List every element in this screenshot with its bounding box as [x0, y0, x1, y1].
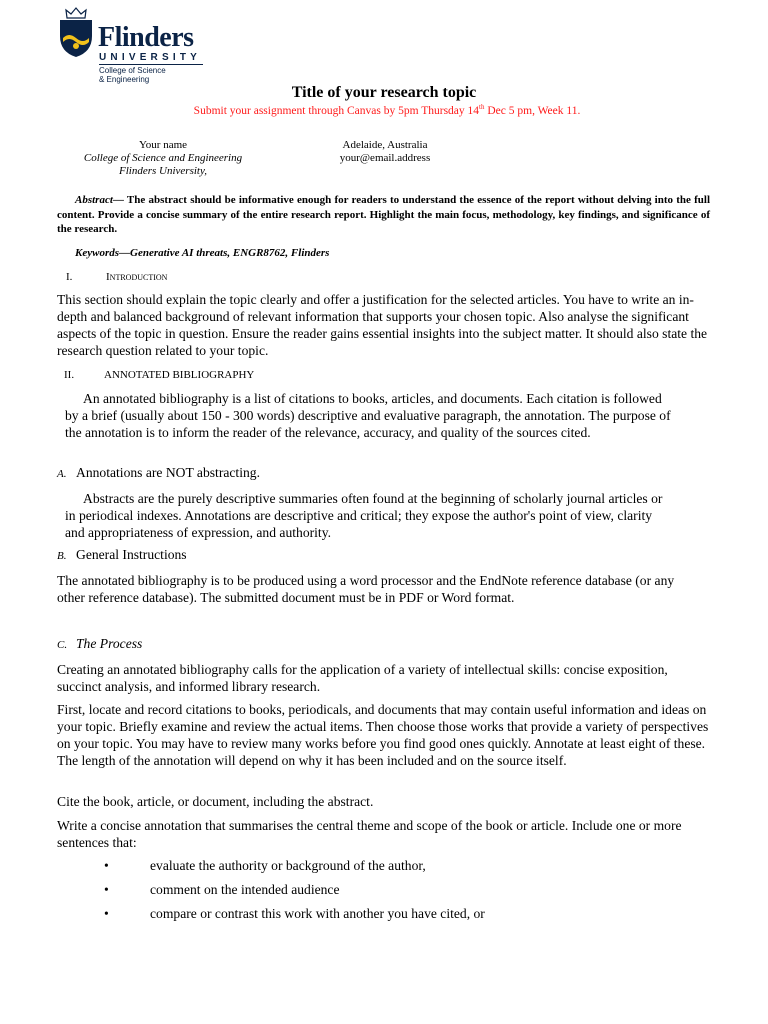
submission-text: Submit your assignment through Canvas by 5pm Thursday 14 — [193, 104, 480, 117]
subsection-title: Annotations are NOT abstracting. — [76, 465, 260, 480]
bullet-icon: • — [104, 858, 109, 873]
subsection-title: The Process — [76, 636, 143, 651]
subsection-letter: C. — [57, 639, 68, 651]
list-item-text: compare or contrast this work with another you have cited, or — [150, 906, 485, 921]
subsection-heading-a — [57, 465, 260, 481]
submission-text-end: Dec 5 pm, Week 11. — [484, 104, 581, 117]
section-heading-introduction — [66, 271, 167, 283]
logo-college-line1: College of Science — [99, 66, 166, 75]
abstract — [57, 193, 710, 237]
process-paragraph-4: Write a concise annotation that summarises the central theme and scope of the book or article. Include one or more sentences that: — [57, 818, 682, 850]
process-paragraph-1: Creating an annotated bibliography calls for the application of a variety of intellectual skills: concise exposition, succinct analysis, and informed library research. — [57, 662, 668, 694]
subsection-b-paragraph: The annotated bibliography is to be produced using a word processor and the EndNote reference database (or any other reference database). The submitted document must be in PDF or Word format. — [57, 573, 675, 605]
subsection-heading-b — [57, 547, 187, 563]
annotated-bibliography-paragraph: An annotated bibliography is a list of citations to books, articles, and documents. Each citation is followed by a brief (usually about 150 - 300 words) descriptive and evaluative paragraph, the annotation. The purpose of the annotation is to inform the reader of the relevance, accuracy, and quality of the sources cited. — [65, 391, 671, 440]
flinders-logo — [58, 6, 228, 86]
university-crest-icon — [58, 6, 94, 58]
list-item-text: evaluate the authority or background of the author, — [150, 858, 426, 873]
document-title: Title of your research topic — [291, 84, 477, 101]
submission-notice — [0, 103, 768, 117]
author-email: your@email.address — [339, 152, 431, 164]
section-title: Introduction — [106, 271, 168, 283]
bullet-icon: • — [104, 906, 109, 921]
section-heading-annotated-bibliography — [64, 369, 254, 381]
subsection-heading-c — [57, 636, 142, 652]
logo-college-line2: & Engineering — [99, 75, 150, 84]
section-title: ANNOTATED BIBLIOGRAPHY — [104, 369, 255, 381]
author-location: Adelaide, Australia — [342, 139, 428, 151]
logo-university: UNIVERSITY — [99, 52, 202, 63]
subsection-letter: A. — [57, 468, 67, 480]
subsection-title: General Instructions — [76, 547, 187, 562]
author-university: Flinders University, — [119, 165, 207, 177]
introduction-paragraph: This section should explain the topic clearly and offer a justification for the selected articles. You have to write an in-depth and balanced background of relevant information that supports your chosen topic. Also analyse the significant aspects of the topic in question. Ensure the reader gains essential insights into the subject matter. It should also state the research question related to your topic. — [57, 292, 708, 358]
section-number: II. — [64, 369, 75, 381]
subsection-a-paragraph: Abstracts are the purely descriptive summaries often found at the beginning of scholarly journal articles or in periodical indexes. Annotations are descriptive and critical; they expose the author's point of view, clarity and appropriateness of expression, and authority. — [65, 491, 663, 540]
submission-superscript: th — [479, 103, 485, 111]
subsection-letter: B. — [57, 550, 67, 562]
abstract-label: Abstract — [75, 194, 113, 206]
logo-divider — [99, 64, 203, 65]
keywords: Keywords—Generative AI threats, ENGR8762, Flinders — [75, 247, 330, 259]
author-block-left — [58, 139, 268, 178]
process-paragraph-3: Cite the book, article, or document, including the abstract. — [57, 794, 374, 809]
author-block-right — [300, 139, 470, 165]
process-paragraph-2: First, locate and record citations to books, periodicals, and documents that may contain useful information and ideas on your topic. Briefly examine and review the actual items. Then choose those works that provide a variety of perspectives on your topic. You may have to review many works before you find good ones quickly. Annotate at least eight of these. The length of the annotation will depend on why it has been included and on the source itself. — [57, 702, 709, 768]
logo-wordmark: Flinders — [98, 22, 194, 53]
section-number: I. — [66, 271, 73, 283]
list-item-text: comment on the intended audience — [150, 882, 340, 897]
author-college: College of Science and Engineering — [83, 152, 243, 164]
abstract-text: — The abstract should be informative enough for readers to understand the essence of the report without delving into the full content. Provide a concise summary of the entire research report. Highlight the main focus, methodology, key findings, and significance of the research. — [57, 194, 710, 235]
author-name: Your name — [138, 139, 188, 151]
bullet-icon: • — [104, 882, 109, 897]
